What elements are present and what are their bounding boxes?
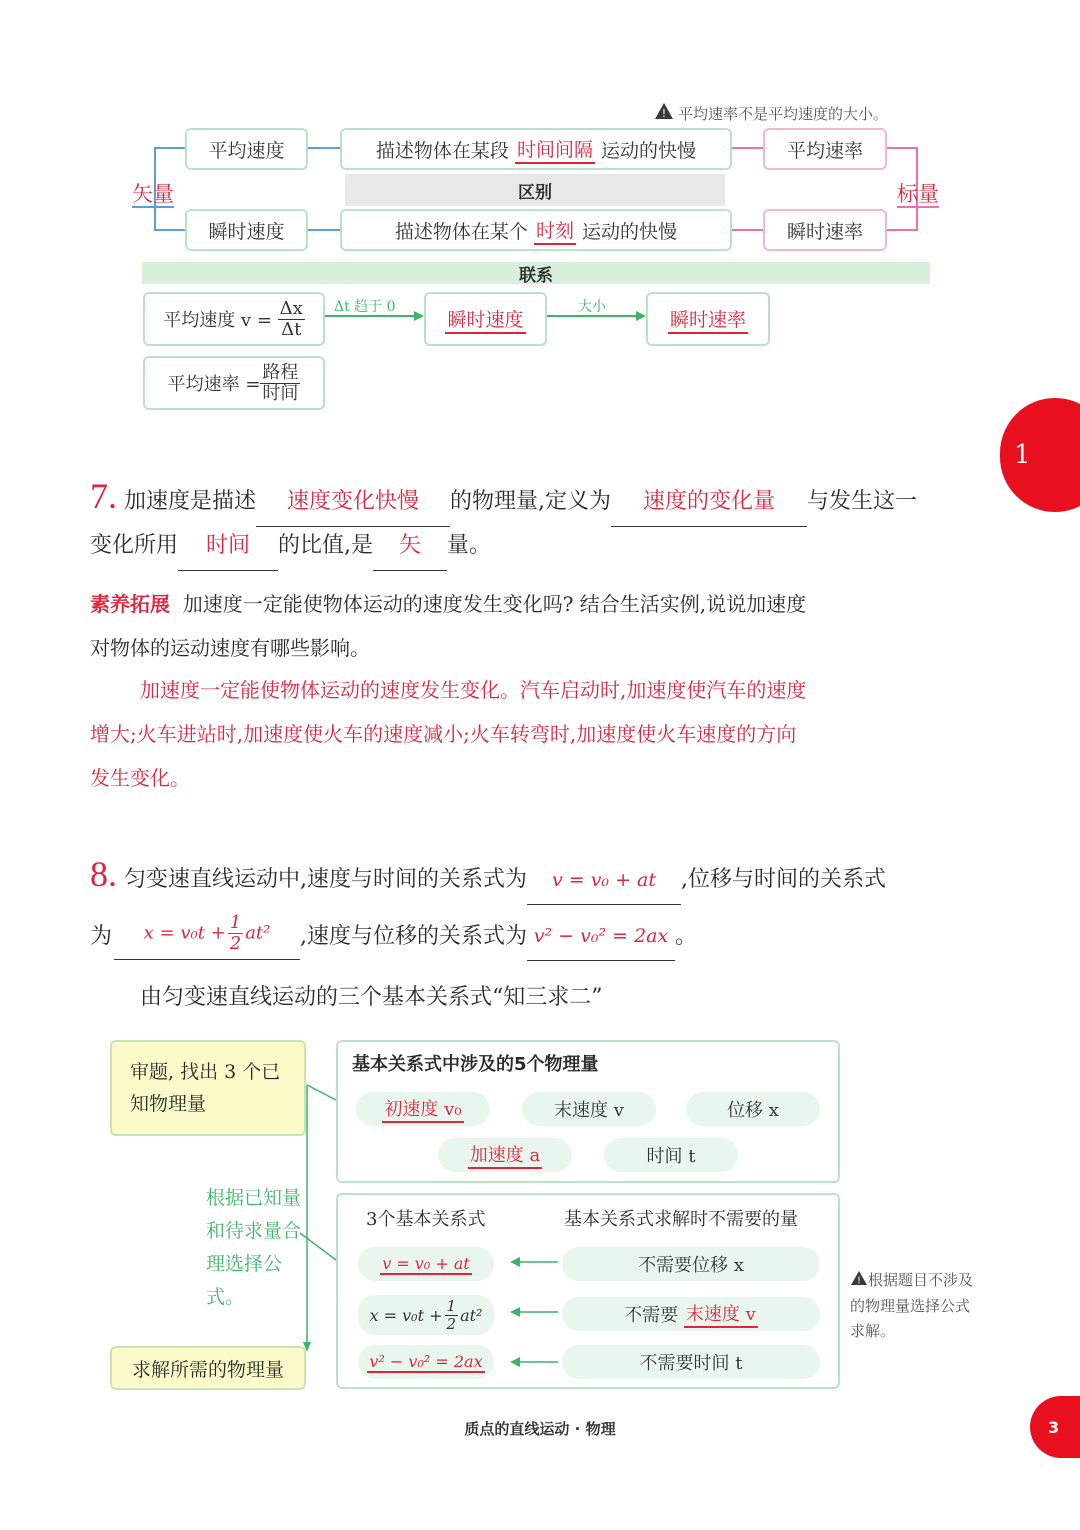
qty-acceleration: 加速度 a	[438, 1138, 572, 1172]
q8-blank1: v = v₀ + at	[527, 856, 681, 905]
desc-avg-box: 描述物体在某段 时间间隔 运动的快慢	[340, 128, 732, 170]
vector-label: 矢量	[132, 182, 174, 206]
difference-label: 区别	[345, 174, 725, 206]
arrow2-label: 大小	[578, 299, 606, 315]
unneeded-time: 不需要时间 t	[562, 1345, 820, 1379]
q7-blank1: 速度变化快慢	[256, 478, 450, 527]
svg-text:!: !	[856, 1275, 862, 1286]
desc-inst-box: 描述物体在某个 时刻 运动的快慢	[340, 209, 732, 251]
step1-box: 审题, 找出 3 个已知物理量	[110, 1040, 306, 1136]
q7-line2: 变化所用 时间 的比值,是 矢 量。	[90, 522, 491, 571]
extension-answer: 加速度一定能使物体运动的速度发生变化。汽车启动时,加速度使汽车的速度 增大;火车进站时,加速度使火车的速度减小;火车转弯时,加速度使火车速度的方向 发生变化。	[90, 678, 807, 790]
avg-speed-formula-box: 平均速率 = $\frac{\text{路程}}{\text{时间}}$	[143, 356, 325, 410]
chapter-tab[interactable]: 1	[1000, 398, 1080, 512]
avg-velocity-box: 平均速度	[185, 128, 308, 170]
unneeded-final-velocity: 不需要 末速度 v	[562, 1297, 820, 1331]
q7-number: 7.	[90, 476, 117, 516]
extension-label: 素养拓展	[90, 592, 170, 616]
inst-speed-box: 瞬时速率	[763, 209, 887, 251]
q7-blank3: 时间	[178, 522, 278, 571]
svg-text:!: !	[661, 107, 667, 120]
footer-title: 质点的直线运动 · 物理	[464, 1420, 616, 1438]
formula-velocity-displacement: v² − v₀² = 2ax	[358, 1345, 494, 1379]
right-note: ! 根据题目不涉及的物理量选择公式求解。	[850, 1268, 974, 1344]
quantities-panel	[336, 1040, 840, 1183]
quantities-title: 基本关系式中涉及的5个物理量	[352, 1054, 599, 1075]
relations-title: 3个基本关系式	[366, 1209, 486, 1230]
q8-number: 8.	[90, 854, 117, 894]
desc-inst-fill: 时刻	[534, 216, 576, 245]
page-number-tab: 3	[1030, 1396, 1080, 1458]
side-note: 根据已知量和待求量合理选择公式。	[206, 1187, 302, 1308]
arrow1-label: Δt 趋于 0	[334, 299, 396, 315]
q7-line1: 7. 加速度是描述 速度变化快慢 的物理量,定义为 速度的变化量 与发生这一	[90, 472, 990, 527]
relations-panel	[336, 1193, 840, 1389]
avg-velocity-formula-box: 平均速度 v = $\frac{\Delta x}{\Delta t}$	[143, 292, 325, 346]
unneeded-displacement: 不需要位移 x	[562, 1247, 820, 1281]
inst-velocity-box: 瞬时速度	[185, 209, 308, 251]
q7-blank4: 矢	[373, 522, 447, 571]
qty-final-velocity: 末速度 v	[522, 1092, 656, 1126]
avg-speed-box: 平均速率	[763, 128, 887, 170]
warning-icon	[850, 1269, 868, 1294]
q7-blank2: 速度的变化量	[611, 478, 807, 527]
inst-velocity-result-box: 瞬时速度	[424, 292, 547, 346]
formula-velocity-time: v = v₀ + at	[358, 1247, 494, 1281]
q8-blank3: v² − v₀² = 2ax	[527, 912, 675, 961]
avg-velocity-fraction: $\frac{\Delta x}{\Delta t}$	[279, 297, 303, 340]
warning-note: ! 平均速率不是平均速度的大小。	[654, 102, 888, 124]
extension-question: 素养拓展 加速度一定能使物体运动的速度发生变化吗? 结合生活实例,说说加速度 对物体的运动速度有哪些影响。	[90, 592, 807, 660]
q8-blank2: x = v₀t + $\frac{1}{2}$ at²	[114, 913, 300, 961]
formula-displacement-time: x = v₀t + $\frac{1}{2}$ at²	[358, 1295, 494, 1335]
avg-speed-fraction: $\frac{\text{路程}}{\text{时间}}$	[262, 361, 299, 404]
q8-line1: 8. 匀变速直线运动中,速度与时间的关系式为 v = v₀ + at ,位移与时间的关系式	[90, 850, 886, 905]
q8-line2: 为 x = v₀t + $\frac{1}{2}$ at² ,速度与位移的关系式为 v² − v₀² = 2ax 。	[90, 912, 697, 961]
desc-avg-fill: 时间间隔	[515, 135, 595, 164]
qty-displacement: 位移 x	[686, 1092, 820, 1126]
scalar-label: 标量	[897, 182, 939, 206]
inst-speed-result-box: 瞬时速率	[646, 292, 770, 346]
q8-intro: 由匀变速直线运动的三个基本关系式“知三求二”	[140, 985, 603, 1010]
step3-box: 求解所需的物理量	[110, 1346, 306, 1390]
unneeded-title: 基本关系式求解时不需要的量	[564, 1209, 798, 1230]
relation-bar: 联系	[142, 262, 930, 284]
qty-time: 时间 t	[604, 1138, 738, 1172]
qty-initial-velocity: 初速度 v₀	[356, 1092, 490, 1126]
